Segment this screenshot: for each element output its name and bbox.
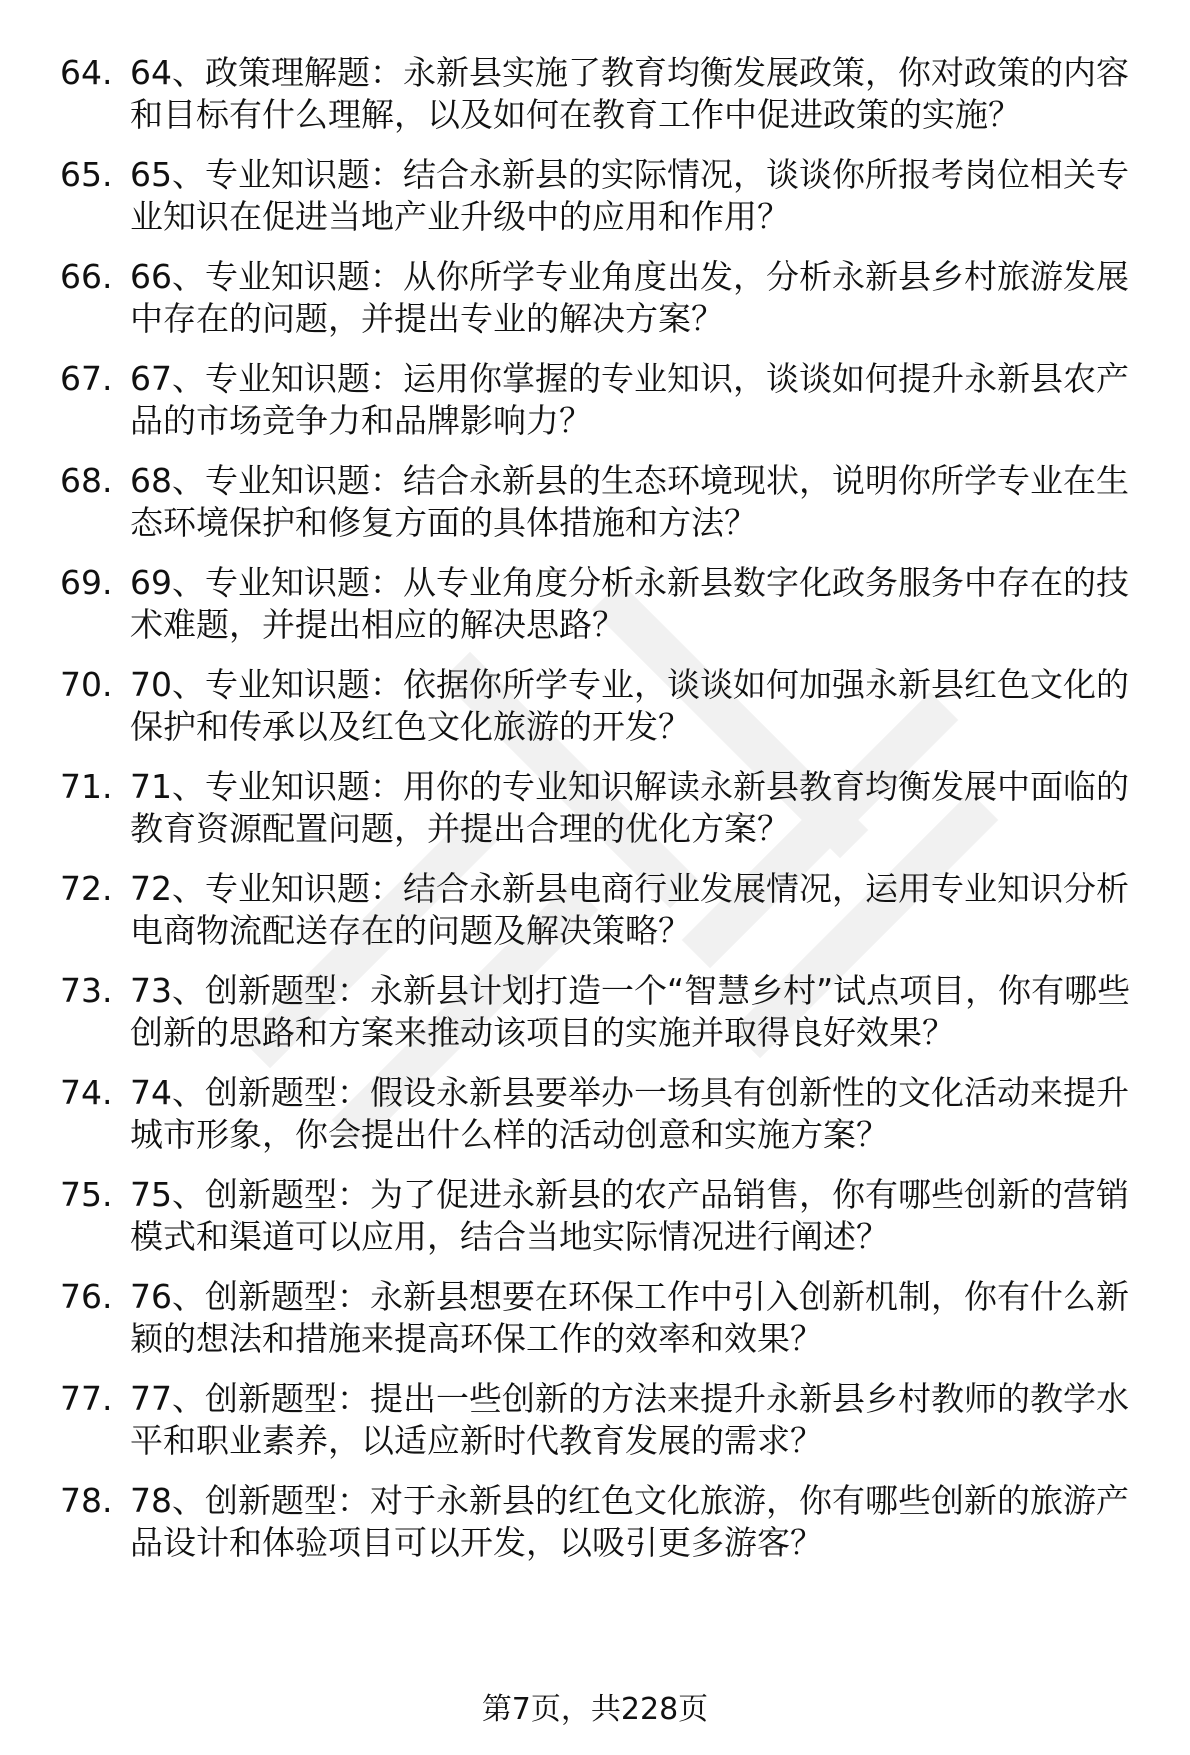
question-text: 75、创新题型：为了促进永新县的农产品销售，你有哪些创新的营销模式和渠道可以应用，结合当地实际情况进行阐述？ bbox=[130, 1175, 1129, 1256]
question-text: 73、创新题型：永新县计划打造一个“智慧乡村”试点项目，你有哪些创新的思路和方案来推动该项目的实施并取得良好效果？ bbox=[130, 971, 1131, 1052]
question-number: 70. bbox=[60, 665, 113, 704]
question-item bbox=[60, 664, 1160, 748]
question-number: 78. bbox=[60, 1481, 113, 1520]
question-number: 65. bbox=[60, 155, 113, 194]
question-item bbox=[60, 460, 1160, 544]
question-text: 74、创新题型：假设永新县要举办一场具有创新性的文化活动来提升城市形象，你会提出什么样的活动创意和实施方案？ bbox=[130, 1073, 1129, 1154]
question-number: 68. bbox=[60, 461, 113, 500]
question-text: 71、专业知识题：用你的专业知识解读永新县教育均衡发展中面临的教育资源配置问题，并提出合理的优化方案？ bbox=[130, 767, 1129, 848]
question-text: 70、专业知识题：依据你所学专业，谈谈如何加强永新县红色文化的保护和传承以及红色文化旅游的开发？ bbox=[130, 665, 1129, 746]
question-item bbox=[60, 1378, 1160, 1462]
question-text: 72、专业知识题：结合永新县电商行业发展情况，运用专业知识分析电商物流配送存在的问题及解决策略？ bbox=[130, 869, 1129, 950]
question-number: 71. bbox=[60, 767, 113, 806]
question-item bbox=[60, 868, 1160, 952]
question-item bbox=[60, 256, 1160, 340]
question-number: 75. bbox=[60, 1175, 113, 1214]
question-text: 65、专业知识题：结合永新县的实际情况，谈谈你所报考岗位相关专业知识在促进当地产业升级中的应用和作用？ bbox=[130, 155, 1129, 236]
page-footer: 第7页，共228页 bbox=[481, 1692, 709, 1727]
question-item bbox=[60, 562, 1160, 646]
question-number: 76. bbox=[60, 1277, 113, 1316]
question-text: 64、政策理解题：永新县实施了教育均衡发展政策，你对政策的内容和目标有什么理解，以及如何在教育工作中促进政策的实施？ bbox=[130, 53, 1129, 134]
question-item bbox=[60, 766, 1160, 850]
question-item bbox=[60, 154, 1160, 238]
question-number: 72. bbox=[60, 869, 113, 908]
question-list bbox=[60, 52, 1160, 1582]
question-text: 69、专业知识题：从专业角度分析永新县数字化政务服务中存在的技术难题，并提出相应的解决思路？ bbox=[130, 563, 1129, 644]
question-number: 73. bbox=[60, 971, 113, 1010]
question-item bbox=[60, 358, 1160, 442]
question-number: 64. bbox=[60, 53, 113, 92]
question-text: 68、专业知识题：结合永新县的生态环境现状，说明你所学专业在生态环境保护和修复方面的具体措施和方法？ bbox=[130, 461, 1129, 542]
question-item bbox=[60, 1276, 1160, 1360]
question-text: 76、创新题型：永新县想要在环保工作中引入创新机制，你有什么新颖的想法和措施来提高环保工作的效率和效果？ bbox=[130, 1277, 1129, 1358]
question-number: 74. bbox=[60, 1073, 113, 1112]
question-number: 77. bbox=[60, 1379, 113, 1418]
question-text: 67、专业知识题：运用你掌握的专业知识，谈谈如何提升永新县农产品的市场竞争力和品牌影响力？ bbox=[130, 359, 1129, 440]
question-number: 66. bbox=[60, 257, 113, 296]
question-number: 67. bbox=[60, 359, 113, 398]
question-text: 78、创新题型：对于永新县的红色文化旅游，你有哪些创新的旅游产品设计和体验项目可以开发，以吸引更多游客？ bbox=[130, 1481, 1129, 1562]
question-text: 77、创新题型：提出一些创新的方法来提升永新县乡村教师的教学水平和职业素养，以适应新时代教育发展的需求？ bbox=[130, 1379, 1129, 1460]
question-text: 66、专业知识题：从你所学专业角度出发，分析永新县乡村旅游发展中存在的问题，并提出专业的解决方案？ bbox=[130, 257, 1129, 338]
question-item bbox=[60, 970, 1160, 1054]
question-number: 69. bbox=[60, 563, 113, 602]
question-item bbox=[60, 52, 1160, 136]
question-item bbox=[60, 1072, 1160, 1156]
question-item bbox=[60, 1480, 1160, 1564]
question-item bbox=[60, 1174, 1160, 1258]
